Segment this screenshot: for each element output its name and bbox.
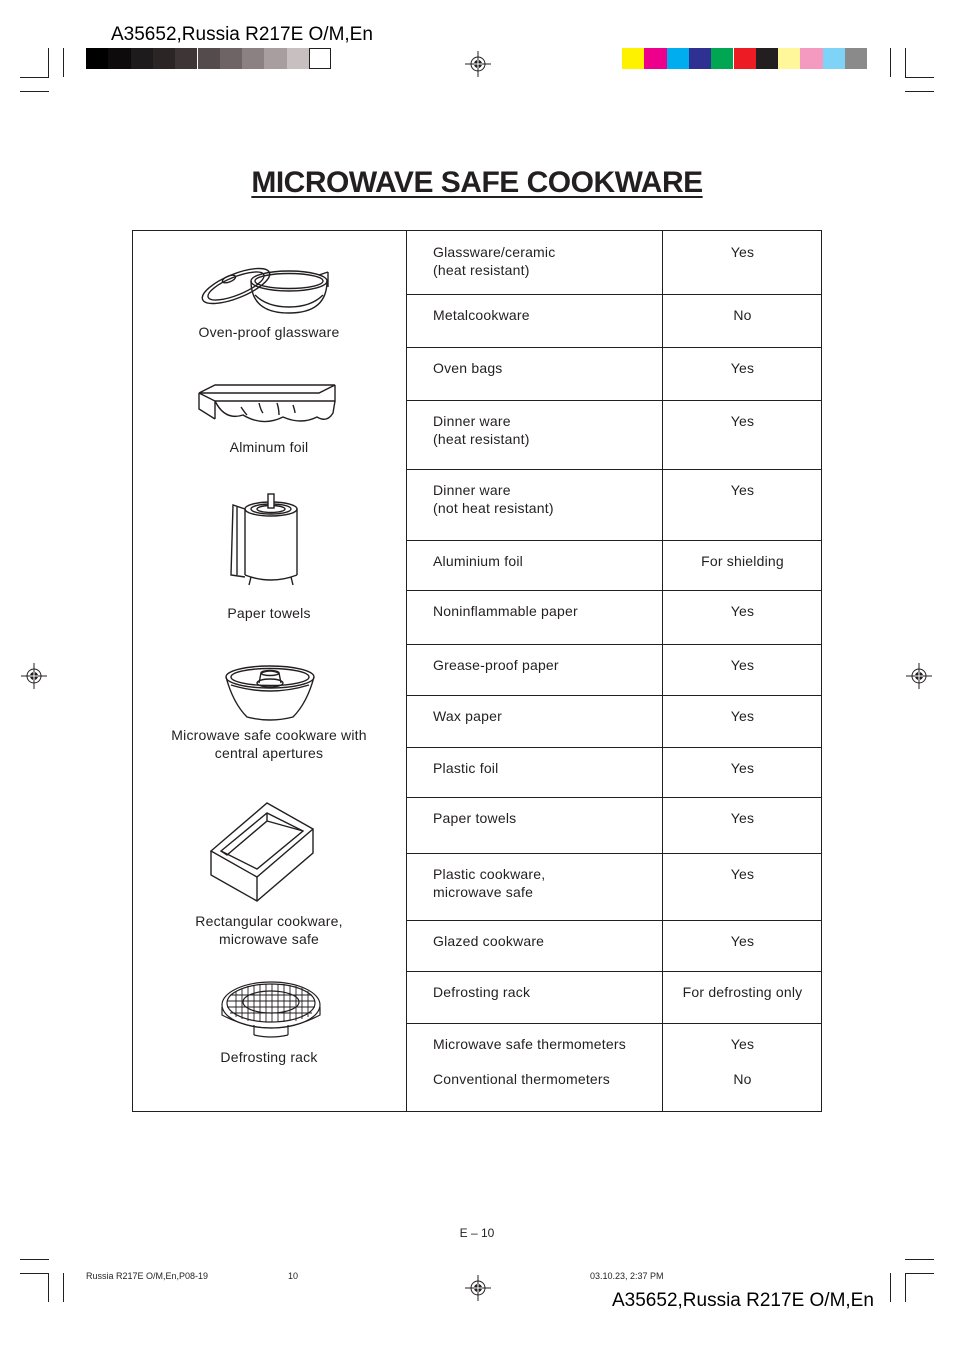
illustration-caption: Alminum foil xyxy=(229,439,309,455)
row-item-label: Glazed cookware xyxy=(433,933,545,949)
row-item-label: Glassware/ceramic xyxy=(433,244,556,260)
color-swatch xyxy=(823,48,845,69)
color-swatch xyxy=(287,48,309,69)
row-item-label: Dinner ware xyxy=(433,482,511,498)
cookware-table xyxy=(132,230,822,1112)
registration-mark-top-icon xyxy=(465,51,491,77)
row-result: Yes xyxy=(730,244,755,260)
color-swatch xyxy=(175,48,197,69)
row-item-label: Aluminium foil xyxy=(433,553,523,569)
row-item-label: Paper towels xyxy=(433,810,517,826)
row-divider xyxy=(407,590,821,591)
row-divider xyxy=(407,797,821,798)
row-item-label: Plastic foil xyxy=(433,760,499,776)
row-result: Yes xyxy=(730,708,755,724)
row-item-label: Plastic cookware, xyxy=(433,866,546,882)
color-swatch xyxy=(689,48,711,69)
caption-line: microwave safe xyxy=(218,930,320,947)
row-divider xyxy=(407,294,821,295)
color-swatch xyxy=(153,48,175,69)
row-item-label: (not heat resistant) xyxy=(433,499,554,516)
row-divider xyxy=(407,400,821,401)
paper-towel-roll-icon xyxy=(227,489,301,587)
caption-line: Rectangular cookware, xyxy=(195,913,343,929)
color-swatch xyxy=(131,48,153,69)
row-divider xyxy=(407,747,821,748)
registration-mark-right-icon xyxy=(906,663,932,689)
row-item-label: Defrosting rack xyxy=(433,984,531,1000)
caption-line: central apertures xyxy=(214,744,324,761)
row-divider xyxy=(407,644,821,645)
row-result: Yes xyxy=(730,933,755,949)
row-result: Yes xyxy=(730,657,755,673)
page-number: E – 10 xyxy=(459,1226,495,1240)
color-swatch xyxy=(309,48,331,69)
row-result: No xyxy=(733,307,752,323)
row-divider xyxy=(407,971,821,972)
color-swatch xyxy=(198,48,220,69)
rectangular-dish-icon xyxy=(209,801,315,905)
color-swatch xyxy=(778,48,800,69)
color-swatch xyxy=(711,48,733,69)
row-item-label: Oven bags xyxy=(433,360,503,376)
footer-page: 10 xyxy=(288,1271,299,1281)
color-swatch xyxy=(734,48,756,69)
glass-casserole-icon xyxy=(197,261,331,319)
illustration-caption xyxy=(133,727,405,762)
row-result: Yes xyxy=(730,360,755,376)
color-swatch xyxy=(264,48,286,69)
color-swatch xyxy=(667,48,689,69)
column-divider xyxy=(406,231,407,1111)
illustration-caption: Oven-proof glassware xyxy=(198,324,340,340)
defrosting-rack-icon xyxy=(220,979,322,1039)
row-divider xyxy=(407,920,821,921)
row-item-label: Noninflammable paper xyxy=(433,603,578,619)
row-item-label: Wax paper xyxy=(433,708,502,724)
row-result: For shielding xyxy=(701,553,784,569)
job-id-footer: A35652,Russia R217E O/M,En xyxy=(612,1290,874,1311)
row-divider xyxy=(407,1023,821,1024)
registration-mark-bottom-icon xyxy=(465,1275,491,1301)
color-swatch xyxy=(644,48,666,69)
row-divider xyxy=(407,347,821,348)
row-result: Yes xyxy=(730,760,755,776)
color-swatch xyxy=(845,48,867,69)
color-swatch xyxy=(108,48,130,69)
illustration-caption: Paper towels xyxy=(227,605,311,621)
row-item-label: microwave safe xyxy=(433,883,534,900)
color-swatch xyxy=(220,48,242,69)
color-swatch xyxy=(756,48,778,69)
row-divider xyxy=(407,540,821,541)
row-divider xyxy=(407,695,821,696)
row-result: Yes xyxy=(730,810,755,826)
illustration-caption: Defrosting rack xyxy=(220,1049,318,1065)
footer-date: 03.10.23, 2:37 PM xyxy=(590,1271,664,1281)
row-result: For defrosting only xyxy=(682,984,803,1000)
registration-mark-left-icon xyxy=(21,663,47,689)
foil-roll-icon xyxy=(197,383,339,427)
row-divider xyxy=(407,469,821,470)
color-swatch xyxy=(86,48,108,69)
row-item-label: Dinner ware xyxy=(433,413,511,429)
row-result: Yes xyxy=(730,413,755,429)
row-item-label: Grease-proof paper xyxy=(433,657,559,673)
illustration-caption xyxy=(133,913,405,948)
color-swatch xyxy=(800,48,822,69)
row-item-label: (heat resistant) xyxy=(433,430,530,447)
footer-file: Russia R217E O/M,En,P08-19 xyxy=(86,1271,209,1281)
row-result: Yes xyxy=(730,866,755,882)
caption-line: Microwave safe cookware with xyxy=(171,727,367,743)
row-item-label: (heat resistant) xyxy=(433,261,530,278)
row-divider xyxy=(407,853,821,854)
color-swatch xyxy=(242,48,264,69)
color-swatch xyxy=(622,48,644,69)
row-result: Yes xyxy=(730,482,755,498)
row-item-label: Conventional thermometers xyxy=(433,1071,610,1087)
job-id-header: A35652,Russia R217E O/M,En xyxy=(111,24,373,45)
row-item-label: Metalcookware xyxy=(433,307,530,323)
row-result: No xyxy=(733,1071,752,1087)
row-result: Yes xyxy=(730,603,755,619)
page-title: MICROWAVE SAFE COOKWARE xyxy=(251,166,703,199)
row-item-label: Microwave safe thermometers xyxy=(433,1036,626,1052)
row-result: Yes xyxy=(730,1036,755,1052)
ring-mold-icon xyxy=(223,663,317,721)
